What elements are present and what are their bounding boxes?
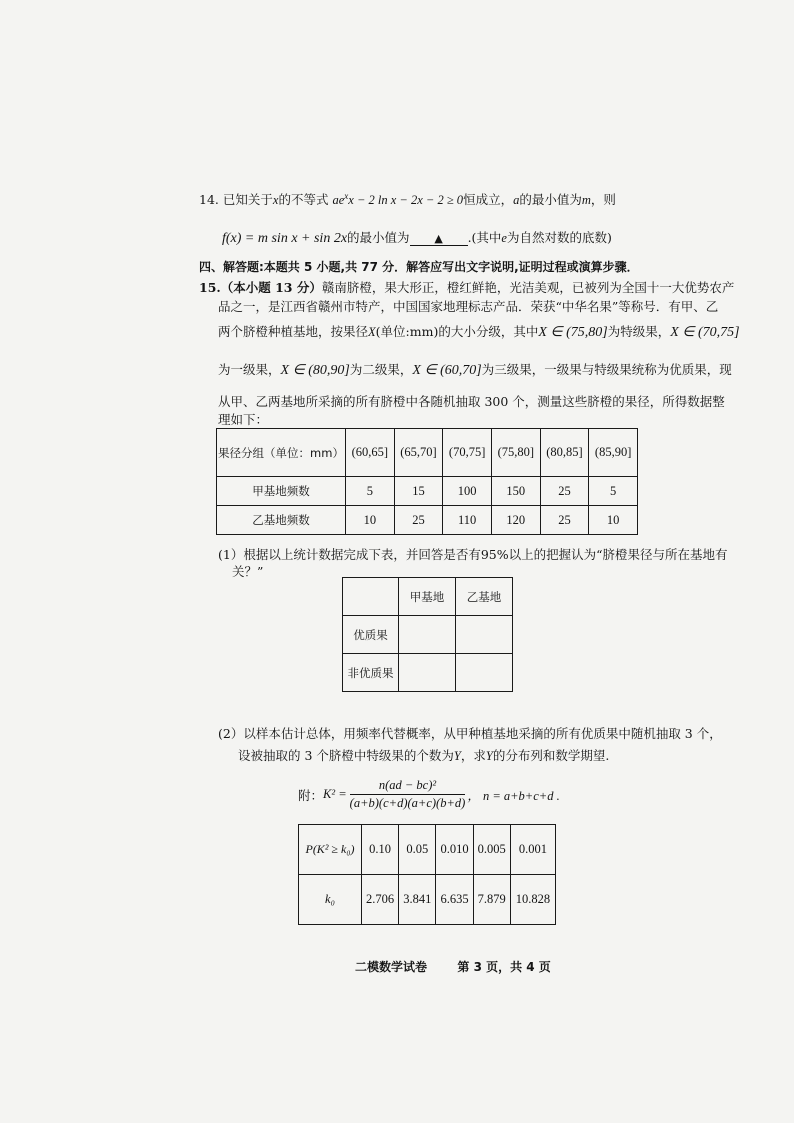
q15-line1 [199, 278, 734, 296]
table-cell: 110 [443, 506, 492, 535]
part1-line2: 关？” [232, 564, 264, 579]
table-cell: 0.10 [362, 825, 399, 875]
table-row-label: 乙基地频数 [217, 506, 346, 535]
table-header-cell: 果径分组（单位：mm） [217, 429, 346, 477]
formula-lhs: K² = [323, 787, 347, 801]
table-cell: 15 [394, 477, 443, 506]
q15-number: 15. [199, 280, 221, 295]
table-cell: 25 [540, 477, 589, 506]
table-cell [399, 654, 456, 692]
table-cell: 6.635 [436, 875, 473, 925]
table-cell: 7.879 [473, 875, 510, 925]
table-cell: 150 [491, 477, 540, 506]
part2-line2: 设被抽取的 3 个脐橙中特级果的个数为Y，求Y的分布列和数学期望. [238, 748, 610, 763]
q14-line1 [199, 190, 616, 208]
q14-var-a: a [513, 193, 520, 207]
table-header-cell [343, 578, 399, 616]
q15-line5: 从甲、乙两基地所采摘的所有脐橙中各随机抽取 300 个，测量这些脐橙的果径，所得数据整 [218, 394, 725, 409]
table-header-cell: 乙基地 [456, 578, 513, 616]
table-cell: 25 [540, 506, 589, 535]
table-header-cell: (60,65] [346, 429, 395, 477]
q14-text: ，则 [590, 192, 616, 207]
table-row [217, 477, 638, 506]
q15-text: 赣南脐橙，果大形正，橙红鲜艳，光洁美观，已被列为全国十一大优势农产 [321, 280, 735, 295]
table-header-cell: (75,80] [491, 429, 540, 477]
formula-fraction [350, 778, 466, 811]
q14-var-m: m [581, 193, 591, 207]
q14-function: f(x) = m sin x + sin 2x [222, 231, 348, 246]
table-cell: 3.841 [399, 875, 436, 925]
table-cell: 120 [491, 506, 540, 535]
q14-text: 已知关于 [222, 192, 273, 207]
table-cell: 25 [394, 506, 443, 535]
table-cell [456, 654, 513, 692]
table-cell: 0.001 [510, 825, 555, 875]
table-cell: 10 [346, 506, 395, 535]
table-row-label: P(K² ≥ k₀) [299, 825, 362, 875]
critical-value-table [298, 824, 556, 925]
q14-var-x: x [272, 193, 279, 207]
q14-text: 为自然对数的底数) [506, 230, 612, 245]
table-row-label: 甲基地频数 [217, 477, 346, 506]
table-row [343, 578, 513, 616]
q15-score: （本小题 13 分） [220, 280, 322, 295]
table-row-label: 优质果 [343, 616, 399, 654]
q14-text: 的最小值为 [347, 230, 410, 245]
part2-line1: (2）以样本估计总体，用频率代替概率，从甲种植基地采摘的所有优质果中随机抽取 3 个， [218, 726, 722, 741]
formula-tail: ， n = a+b+c+d . [467, 788, 560, 803]
frequency-table [216, 428, 638, 535]
part1-line1: (1）根据以上统计数据完成下表，并回答是否有95%以上的把握认为“脐橙果径与所在基地有 [218, 547, 728, 562]
chi-square-formula [298, 778, 560, 811]
table-cell: 0.005 [473, 825, 510, 875]
q14-inequality: $ae^xx - 2$ ln x − 2x − 2 ≥ 0 [332, 190, 464, 207]
table-row [343, 654, 513, 692]
q15-line2: 品之一，是江西省赣州市特产，中国国家地理标志产品．荣获“中华名果”等称号．有甲、乙 [218, 299, 719, 314]
table-row [217, 429, 638, 477]
table-row-label: 非优质果 [343, 654, 399, 692]
table-cell: 5 [346, 477, 395, 506]
table-header-cell: (80,85] [540, 429, 589, 477]
table-cell: 10.828 [510, 875, 555, 925]
formula-numerator: n(ad − bc)² [350, 778, 466, 795]
table-cell: 2.706 [362, 875, 399, 925]
formula-denominator: (a+b)(c+d)(a+c)(b+d) [349, 796, 466, 810]
table-row [299, 825, 556, 875]
table-cell: 0.010 [436, 825, 473, 875]
answer-blank: ▲ [410, 232, 468, 246]
table-cell: 0.05 [399, 825, 436, 875]
q14-line2 [222, 228, 612, 247]
table-cell: 5 [589, 477, 638, 506]
table-cell: 100 [443, 477, 492, 506]
section-heading: 四、解答题:本题共 5 小题,共 77 分．解答应写出文字说明,证明过程或演算步骤． [199, 260, 639, 274]
q14-text: 的最小值为 [519, 192, 582, 207]
q15-line4: 为一级果，X ∈ (80,90]为二级果，X ∈ (60,70]为三级果，一级果与特级果统称为优质果，现 [218, 362, 732, 378]
table-header-cell: (65,70] [394, 429, 443, 477]
q14-var-e: e [501, 231, 507, 245]
q14-text: 的不等式 [278, 192, 329, 207]
q15-line6: 理如下： [218, 412, 269, 427]
table-row [343, 616, 513, 654]
table-cell: 10 [589, 506, 638, 535]
footer-page-number: 第 3 页，共 4 页 [457, 960, 551, 974]
table-header-cell: (70,75] [443, 429, 492, 477]
table-cell [456, 616, 513, 654]
table-cell [399, 616, 456, 654]
formula-label: 附： [298, 787, 324, 803]
table-header-cell: 甲基地 [399, 578, 456, 616]
table-row [299, 875, 556, 925]
page-footer [355, 958, 551, 975]
contingency-table [342, 577, 513, 692]
q14-number: 14. [199, 192, 219, 207]
table-row-label: k₀ [299, 875, 362, 925]
footer-title: 二模数学试卷 [355, 960, 428, 974]
table-row [217, 506, 638, 535]
q14-text: .(其中 [467, 230, 502, 245]
q15-line3: 两个脐橙种植基地，按果径X(单位:mm)的大小分级，其中X ∈ (75,80]为特级果，X ∈ (70,75] [218, 324, 740, 340]
q14-text: 恒成立， [463, 192, 514, 207]
table-header-cell: (85,90] [589, 429, 638, 477]
